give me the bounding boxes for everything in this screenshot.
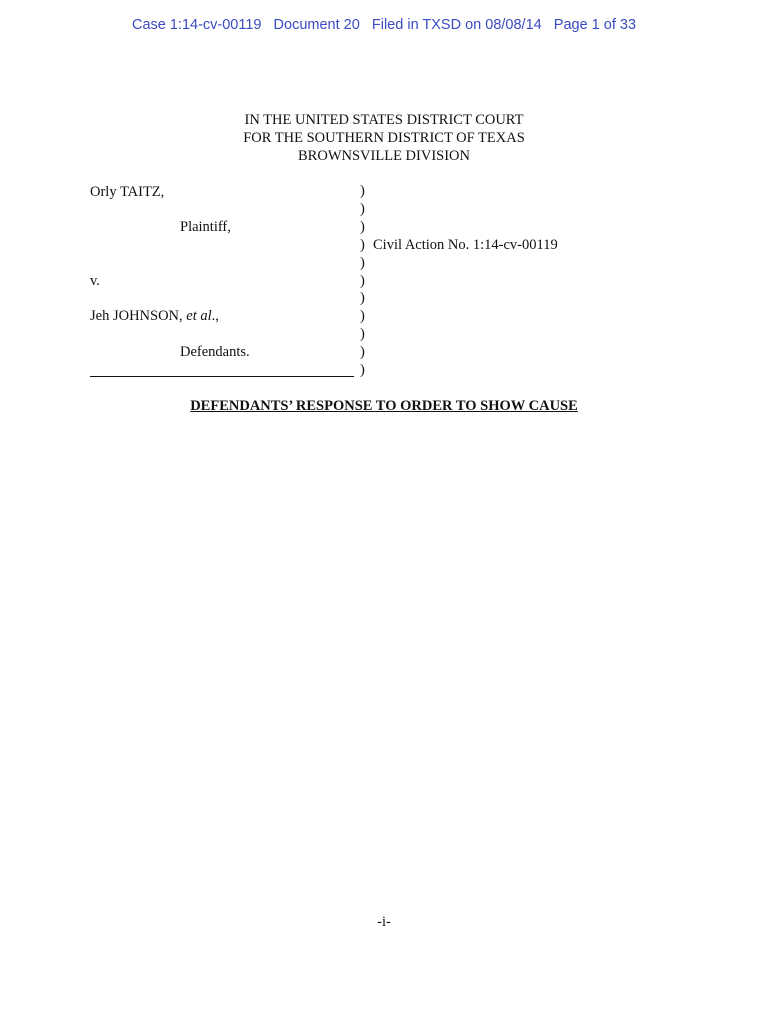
defendant-role: Defendants. xyxy=(180,344,250,360)
civil-action-number: Civil Action No. 1:14-cv-00119 xyxy=(373,237,558,253)
filing-header: Case 1:14-cv-00119 Document 20 Filed in TXSD on 08/08/14 Page 1 of 33 xyxy=(131,17,637,33)
document-title: DEFENDANTS’ RESPONSE TO ORDER TO SHOW CAUSE xyxy=(190,398,578,414)
caption-paren: ) xyxy=(360,290,365,307)
court-heading-line-3: BROWNSVILLE DIVISION xyxy=(298,148,470,164)
caption-paren: ) xyxy=(360,272,365,289)
defendant-name-suffix: ., xyxy=(211,308,219,324)
defendant-name-text: Jeh JOHNSON, xyxy=(90,308,187,324)
versus-label: v. xyxy=(90,273,100,289)
court-heading-line-1: IN THE UNITED STATES DISTRICT COURT xyxy=(244,112,524,128)
defendant-name xyxy=(90,307,219,325)
caption-paren: ) xyxy=(360,326,365,343)
caption-paren: ) xyxy=(360,254,365,271)
plaintiff-name: Orly TAITZ, xyxy=(90,184,165,200)
caption-paren: ) xyxy=(360,200,365,217)
caption-paren: ) xyxy=(360,308,365,325)
page-number: -i- xyxy=(377,914,391,930)
court-heading xyxy=(0,111,768,165)
caption-underline xyxy=(90,376,354,377)
defendant-et-al: et al xyxy=(186,308,212,324)
court-heading-line-2: FOR THE SOUTHERN DISTRICT OF TEXAS xyxy=(243,130,525,146)
plaintiff-role: Plaintiff, xyxy=(180,219,231,235)
caption-paren-column xyxy=(360,183,365,380)
caption-paren: ) xyxy=(360,236,365,253)
caption-paren: ) xyxy=(360,344,365,361)
caption-paren: ) xyxy=(360,218,365,235)
caption-paren: ) xyxy=(360,362,365,379)
caption-paren: ) xyxy=(360,183,365,199)
